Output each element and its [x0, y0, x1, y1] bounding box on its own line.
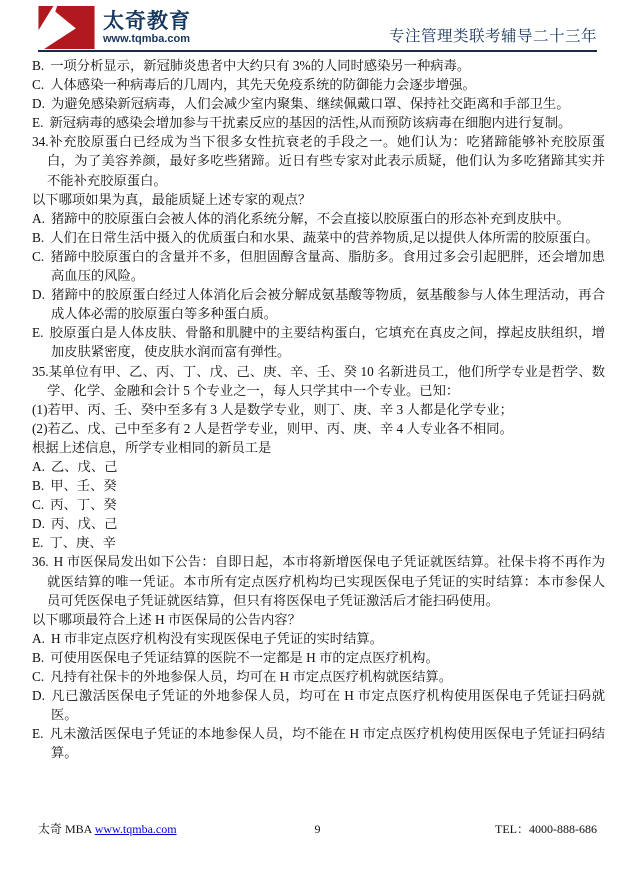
option-label: A.	[32, 458, 45, 474]
brand-url: www.tqmba.com	[103, 32, 190, 45]
option-text: 凡持有社保卡的外地参保人员，均可在 H 市定点医疗机构就医结算。	[50, 669, 453, 684]
option-label: A.	[32, 630, 45, 646]
q35-option-d	[32, 514, 605, 533]
option-label: C.	[32, 77, 45, 93]
q33-option-d	[32, 94, 605, 113]
option-text: 胶原蛋白是人体皮肤、骨骼和肌腱中的主要结构蛋白，它填充在真皮之间，撑起皮肤组织，增加皮肤紧密度，使皮肤水润而富有弹性。	[49, 325, 605, 360]
option-text: 为避免感染新冠病毒，人们会减少室内聚集、继续佩戴口罩、保持社交距离和手部卫生。	[50, 96, 570, 112]
option-label: C.	[32, 248, 45, 264]
page-header	[38, 0, 597, 52]
option-text: H 市非定点医疗机构没有实现医保电子凭证的实时结算。	[50, 630, 383, 646]
q36-option-c	[32, 667, 605, 686]
q35-condition-2: (2)若乙、戊、己中至多有 2 人是哲学专业，则甲、丙、庚、辛 4 人专业各不相同。	[32, 420, 513, 436]
q36-option-b	[32, 648, 605, 667]
option-label: B.	[32, 58, 45, 73]
q35-option-a	[32, 457, 605, 476]
q34-option-a	[32, 209, 605, 228]
brand-text	[103, 10, 191, 46]
q36-option-d	[32, 686, 605, 724]
question-number: 35.	[32, 363, 49, 379]
option-text: 甲、壬、癸	[50, 478, 117, 494]
stem-text: 补充胶原蛋白已经成为当下很多女性抗衰老的手段之一。她们认为：吃猪蹄能够补充胶原蛋白，为了美容养颜，最好多吃些猪蹄。近日有些专家对此表示质疑，他们认为多吃猪蹄其实并不能补充胶原蛋白。	[47, 134, 605, 188]
option-text: 丙、丁、癸	[50, 497, 117, 513]
option-text: 丙、戊、己	[50, 516, 118, 532]
option-label: B.	[32, 229, 45, 245]
q34-stem	[32, 132, 605, 189]
option-label: E.	[32, 325, 44, 341]
option-text: 猪蹄中的胶原蛋白会被人体的消化系统分解，不会直接以胶原蛋白的形态补充到皮肤中。	[50, 210, 570, 226]
footer-brand-label: 太奇 MBA	[38, 822, 92, 836]
footer-brand	[38, 820, 288, 837]
q34-option-c	[32, 247, 605, 285]
q35-stem	[32, 362, 605, 400]
option-text: 人体感染一种病毒后的几周内，其先天免疫系统的防御能力会逐步增强。	[50, 77, 476, 93]
option-label: B.	[32, 478, 45, 494]
option-text: 凡已激活医保电子凭证的外地参保人员，均可在 H 市定点医疗机构使用医保电子凭证扫码就医。	[50, 688, 605, 723]
option-label: A.	[32, 210, 45, 226]
option-text: 凡未激活医保电子凭证的本地参保人员，均不能在 H 市定点医疗机构使用医保电子凭证扫码结算。	[49, 726, 605, 761]
stem-text: H 市医保局发出如下公告：自即日起，本市将新增医保电子凭证就医结算。社保卡将不再作为就医结算的唯一凭证。本市所有定点医疗机构均已实现医保电子凭证的实时结算：本市参保人员可凭医保电子凭证就医结算，但只有将医保电子凭证激活后才能扫码使用。	[47, 554, 605, 608]
q36-prompt: 以下哪项最符合上述 H 市医保局的公告内容？	[32, 611, 301, 627]
q35-option-b	[32, 476, 605, 495]
option-label: C.	[32, 669, 45, 684]
option-text: 丁、庚、辛	[49, 535, 116, 551]
option-label: D.	[32, 688, 45, 704]
q35-prompt: 根据上述信息，所学专业相同的新员工是	[32, 439, 272, 455]
footer-website-link[interactable]: www.tqmba.com	[94, 822, 177, 836]
option-text: 人们在日常生活中摄入的优质蛋白和水果、蔬菜中的营养物质,足以提供人体所需的胶原蛋白。	[50, 229, 599, 245]
q33-option-b	[32, 56, 605, 75]
q34-option-e	[32, 323, 605, 361]
q34-option-b	[32, 228, 605, 247]
footer-phone: TEL：4000-888-686	[495, 822, 597, 836]
q36-option-a	[32, 629, 605, 648]
option-label: C.	[32, 497, 45, 513]
q35-condition-1: (1)若甲、丙、壬、癸中至多有 3 人是数学专业，则丁、庚、辛 3 人都是化学专业；	[32, 401, 513, 417]
question-number: 34.	[32, 134, 49, 150]
option-text: 猪蹄中的胶原蛋白经过人体消化后会被分解成氨基酸等物质，氨基酸参与人体生理活动，再合成人体必需的胶原蛋白等多种蛋白质。	[50, 287, 605, 322]
q36-option-e	[32, 724, 605, 762]
option-text: 乙、戊、己	[50, 458, 118, 474]
q34-prompt: 以下哪项如果为真，最能质疑上述专家的观点？	[32, 191, 312, 207]
page-footer	[38, 820, 597, 837]
option-label: B.	[32, 649, 45, 665]
question-number: 36.	[32, 554, 49, 570]
option-label: D.	[32, 287, 45, 303]
document-body	[0, 52, 635, 762]
q35-option-e	[32, 533, 605, 552]
option-text: 猪蹄中胶原蛋白的含量并不多，但胆固醇含量高、脂肪多。食用过多会引起肥胖，还会增加患高血压的风险。	[50, 248, 605, 284]
q34-option-d	[32, 285, 605, 323]
option-label: D.	[32, 96, 45, 112]
stem-text: 某单位有甲、乙、丙、丁、戊、己、庚、辛、壬、癸 10 名新进员工，他们所学专业是哲学、数学、化学、金融和会计 5 个专业之一，每人只学其中一个专业。已知：	[47, 363, 605, 398]
option-text: 新冠病毒的感染会增加参与干扰素反应的基因的活性,从而预防该病毒在细胞内进行复制。	[49, 115, 572, 131]
page-number: 9	[314, 822, 321, 836]
q35-option-c	[32, 495, 605, 514]
q33-option-e	[32, 113, 605, 132]
brand-name: 太奇教育	[103, 9, 191, 33]
brand-block	[38, 6, 191, 49]
option-label: D.	[32, 516, 45, 532]
option-text: 一项分析显示，新冠肺炎患者中大约只有 3%的人同时感染另一种病毒。	[50, 58, 471, 73]
q36-stem	[32, 552, 605, 609]
option-label: E.	[32, 115, 44, 131]
header-tagline: 专注管理类联考辅导二十三年	[388, 28, 597, 45]
q33-option-c	[32, 75, 605, 94]
taiqi-logo-icon	[38, 6, 95, 49]
option-label: E.	[32, 726, 44, 742]
option-label: E.	[32, 535, 44, 551]
option-text: 可使用医保电子凭证结算的医院不一定都是 H 市的定点医疗机构。	[50, 649, 439, 665]
